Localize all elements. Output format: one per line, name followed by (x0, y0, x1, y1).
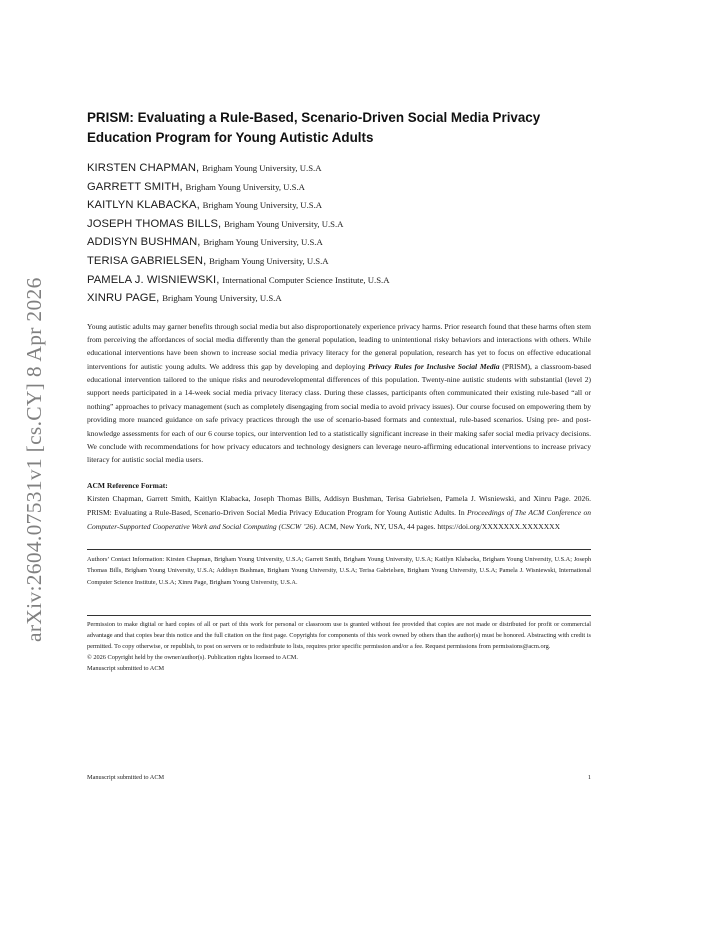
author-name: GARRETT SMITH, (87, 180, 183, 193)
reference-heading: ACM Reference Format: (87, 480, 168, 490)
author-entry (87, 178, 591, 197)
author-entry (87, 289, 591, 308)
reference-citation (87, 492, 591, 534)
author-affiliation: Brigham Young University, U.S.A (202, 163, 322, 173)
author-affiliation: Brigham Young University, U.S.A (202, 200, 323, 211)
arxiv-identifier[interactable]: arXiv:2604.07531v1 [cs.CY] 8 Apr 2026 (22, 277, 46, 642)
author-affiliation: International Computer Science Institute, U.S.A (222, 274, 390, 285)
abstract-text-2: (PRISM), a classroom-based educational intervention tailored to the unique risks and neurodevelopmental differences of this population. Twenty-nine autistic students with substantial (level 2) support needs participated in a 14-week social media privacy literacy class. During these classes, participants often communicated their existing rule-based “all or nothing” approaches to privacy management (such as completely disengaging from social media to avoid privacy issues). Our course focused on empowering them by providing more nuanced guidance on safe privacy practices through the use of scenario-based formats and contextual, rule-based scenarios. Using pre- and post-knowledge assessments for each of our 6 course topics, our intervention led to a statistically significant increase in their making safer social media privacy decisions. We conclude with recommendations for how privacy educators and technology designers can leverage neuro-affirming educational interventions to increase privacy literacy for autistic social media users. (87, 361, 592, 465)
abstract (87, 320, 591, 467)
divider (87, 615, 591, 616)
author-name: ADDISYN BUSHMAN, (87, 236, 201, 249)
author-entry (87, 252, 591, 271)
manuscript-note: Manuscript submitted to ACM (87, 664, 165, 672)
arxiv-stamp (22, 262, 52, 642)
reference-text-2: . ACM, New York, NY, USA, 44 pages. https://doi.org/XXXXXXX.XXXXXXX (315, 521, 561, 531)
author-affiliation: Brigham Young University, U.S.A (203, 237, 323, 248)
author-entry (87, 196, 591, 215)
title-line-1: PRISM: Evaluating a Rule-Based, Scenario-Driven Social Media Privacy (87, 110, 541, 125)
author-entry (87, 233, 591, 252)
author-name: PAMELA J. WISNIEWSKI, (87, 273, 220, 286)
author-entry (87, 215, 591, 234)
author-entry (87, 159, 591, 178)
author-affiliation: Brigham Young University, U.S.A (162, 293, 282, 304)
abstract-emphasis: Privacy Rules for Inclusive Social Media (367, 361, 500, 371)
author-name: KIRSTEN CHAPMAN, (87, 162, 200, 174)
main-content (87, 108, 591, 674)
author-name: KAITLYN KLABACKA, (87, 199, 200, 212)
footer-note: Manuscript submitted to ACM (87, 774, 165, 781)
contact-information: Authors’ Contact Information: Kirsten Chapman, Brigham Young University, U.S.A; Garrett Smith, Brigham Young University, U.S.A; Kaitlyn Klabacka, Brigham Young University, U.S.A; Joseph Thomas Bills, Brigham Young University, U.S.A; Addisyn Bushman, Brigham Young University, U.S.A; Terisa Gabrielsen, Brigham Young University, U.S.A; Pamela J. Wisniewski, International Computer Science Institute, U.S.A; Xinru Page, Brigham Young University, U.S.A. (87, 555, 591, 586)
paper-title (87, 108, 591, 147)
reference-venue: Proceedings of The ACM Conference on Computer-Supported Cooperative Work and Social Computing (CSCW ’26) (87, 507, 591, 531)
permission-text: Permission to make digital or hard copies of all or part of this work for personal or classroom use is granted without fee provided that copies are not made or distributed for profit or commercial advantage and that copies bear this notice and the full citation on the first page. Copyrights for components of this work owned by others than the author(s) must be honored. Abstracting with credit is permitted. To copy otherwise, or republish, to post on servers or to redistribute to lists, requires prior specific permission and/or a fee. Request permissions from permissions@acm.org. (87, 620, 591, 650)
author-affiliation: Brigham Young University, U.S.A (185, 181, 305, 192)
author-affiliation: Brigham Young University, U.S.A (209, 255, 329, 266)
abstract-text-1: Young autistic adults may garner benefits through social media but also disproportionately experience privacy harms. Prior research found that these harms often stem from perceiving the affordances of social media differently than the general population, leading to unintentional risky behaviors and interactions with others. While educational interventions have been shown to increase social media privacy literacy for the general population, research has yet to focus on effective educational interventions for autistic young adults. We address this gap by developing and deploying (87, 321, 591, 371)
author-list (87, 159, 591, 308)
author-entry (87, 271, 591, 290)
author-name: XINRU PAGE, (87, 292, 160, 305)
permission-block (87, 619, 591, 674)
title-line-2: Education Program for Young Autistic Adults (87, 129, 374, 145)
author-affiliation: Brigham Young University, U.S.A (224, 218, 344, 229)
author-name: JOSEPH THOMAS BILLS, (87, 217, 222, 230)
author-name: TERISA GABRIELSEN, (87, 254, 207, 267)
copyright-text: © 2026 Copyright held by the owner/author(s). Publication rights licensed to ACM. (87, 653, 298, 661)
page-number: 1 (587, 774, 591, 781)
reference-text-1: Kirsten Chapman, Garrett Smith, Kaitlyn Klabacka, Joseph Thomas Bills, Addisyn Bushman, Terisa Gabrielsen, Pamela J. Wisniewski, and Xinru Page. 2026. PRISM: Evaluating a Rule-Based, Scenario-Driven Social Media Privacy Education Program for Young Autistic Adults. In (87, 493, 591, 517)
divider (87, 549, 591, 550)
